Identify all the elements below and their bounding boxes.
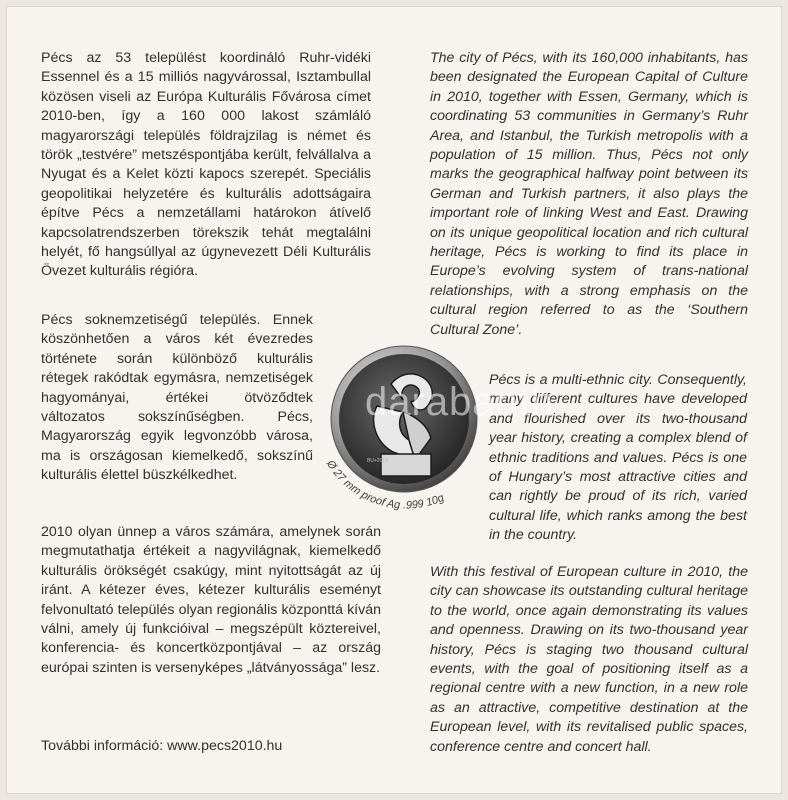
coin-mark: BU+2010: [367, 458, 388, 464]
more-info-link[interactable]: További információ: www.pecs2010.hu: [41, 738, 283, 754]
hungarian-paragraph-2: Pécs soknemzetiségű település. Ennek köszönhetően a város két évezredes története során különböző kulturális rétegek rakódtak egymásra, nemzetiségek hagyományai, értékei ötvöződtek változatos sokszínűségben. Pécs, Magyarország egyik legvonzóbb városa, ma is országosan kiemelkedő, sokszínű kulturális élettel büszkélkedhet.: [41, 312, 313, 484]
watermark: darabanth: [365, 380, 555, 424]
english-paragraph-1: The city of Pécs, with its 160,000 inhabitants, has been designated the European Capital of Culture in 2010, together with Essen, Germany, which is coordinating 53 communities in Germany’s Ruhr Area, and Istanbul, the Turkish metropolis with a population of 15 million. Thus, Pécs not only marks the geographical halfway point between its German and Turkish partners, it also plays the important role of linking West and East. Drawing on its unique geopolitical location and rich cultural heritage, Pécs is working to find its place in Europe’s evolving system of trans-national relationships, with a strong emphasis on the cultural region referred to as the ‘Southern Cultural Zone’.: [430, 50, 748, 338]
hungarian-paragraph-3: 2010 olyan ünnep a város számára, amelynek során megmutathatja értékeit a nagyvilágnak, kiemelkedő kulturális örökségét csakúgy, mint nyitottságát az új iránt. A kétezer éves, kétezer kulturális eseményt felvonultató település olyan regionális központtá kíván válni, amely új funkcióival – megszépült köztereivel, konferencia- és koncertközpontjával – az ország európai szinten is versenyképes „látványossága” lesz.: [41, 524, 381, 676]
english-paragraph-2: Pécs is a multi-ethnic city. Consequently, many different cultures have developed and flourished over its two-thousand year history, creating a complex blend of ethnic traditions and values. Pécs is one of Hungary’s most attractive cities and can rightly be proud of its rich, varied cultural life, which ranks among the best in the country.: [489, 372, 747, 544]
coin-caption: Ø 27 mm proof Ag .999 10g: [323, 458, 446, 512]
english-paragraph-3: With this festival of European culture in 2010, the city can showcase its outstanding cultural heritage to the world, once again demonstrating its values and openness. Drawing on its two-thousand year history, Pécs is staging two thousand cultural events, with the goal of positioning itself as a regional centre with a new function, in a new role as an attractive, competitive destination at the European level, with its revitalised public spaces, conference centre and concert hall.: [430, 564, 748, 755]
coin-graphic: [319, 342, 489, 512]
silver-coin: [319, 342, 489, 512]
hungarian-paragraph-1: Pécs az 53 települést koordináló Ruhr-vidéki Essennel és a 15 milliós nagyvárossal, Isztambullal közösen viseli az Európa Kulturális Fővárosa címet 2010-ben, így a 160 000 lakost számláló magyarországi település földrajzilag is német és török „testvére” metszéspontjába került, felvállalva a Nyugat és a Kelet közti kapocs szerepét. Speciális geopolitikai helyzetére és kulturális adottságaira építve Pécs a nemzetállami határokon átívelő kapcsolatrendszerben törekszik tehát megtalálni helyét, fő hangsúllyal az úgynevezett Déli Kulturális Övezet kulturális régióra.: [41, 50, 371, 280]
booklet-page: [6, 6, 782, 794]
